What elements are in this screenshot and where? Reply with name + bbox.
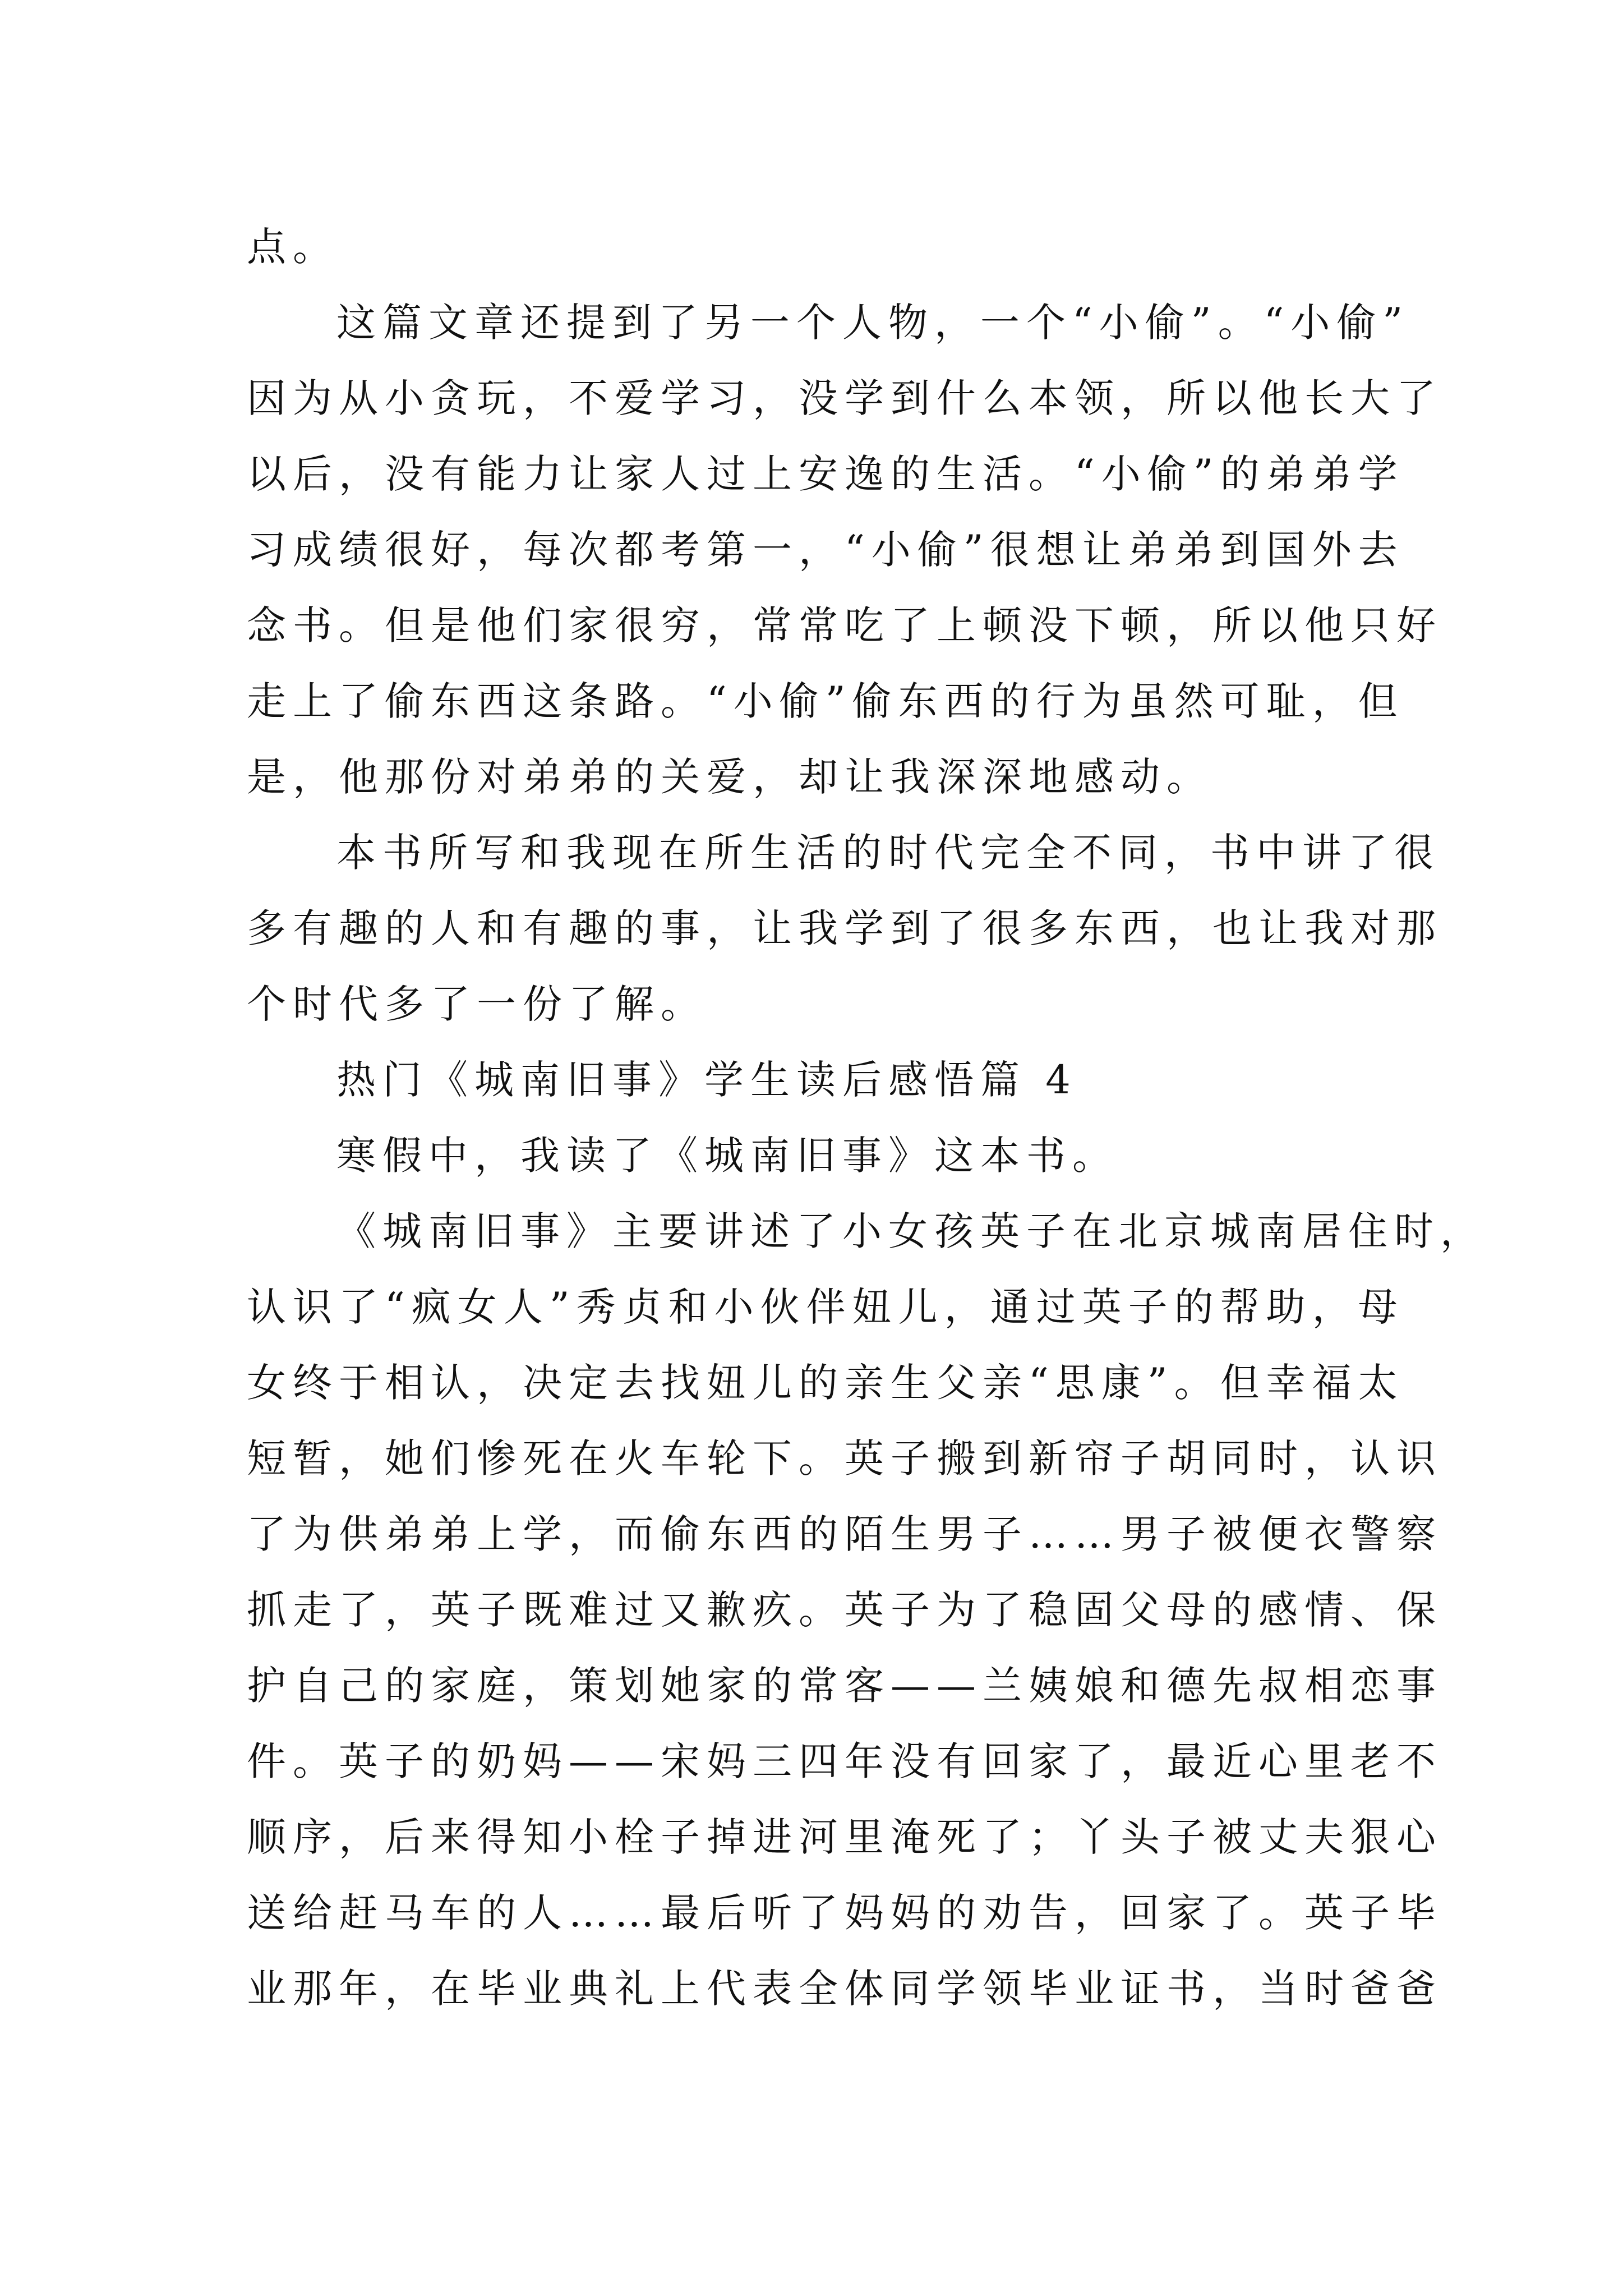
text-line: 女终于相认，决定去找妞儿的亲生父亲“思康”。但幸福太 [247,1360,1404,1406]
text-line: 念书。但是他们家很穷，常常吃了上顿没下顿，所以他只好 [247,602,1442,648]
text-line: 抓走了，英子既难过又歉疚。英子为了稳固父母的感情、保 [247,1587,1442,1633]
text-line: 因为从小贪玩，不爱学习，没学到什么本领，所以他长大了 [247,375,1442,421]
text-line: 了为供弟弟上学，而偷东西的陌生男子……男子被便衣警察 [247,1511,1442,1557]
text-line: 送给赶马车的人……最后听了妈妈的劝告，回家了。英子毕 [247,1890,1442,1936]
text-line: 多有趣的人和有趣的事，让我学到了很多东西，也让我对那 [247,905,1442,951]
text-line: 件。英子的奶妈——宋妈三四年没有回家了，最近心里老不 [247,1738,1442,1784]
text-line: 个时代多了一份了解。 [247,981,707,1027]
section-heading: 热门《城南旧事》学生读后感悟篇 4 [336,1057,1077,1103]
text-line: 本书所写和我现在所生活的时代完全不同，书中讲了很 [336,830,1440,876]
text-line: 短暂，她们惨死在火车轮下。英子搬到新帘子胡同时，认识 [247,1435,1442,1481]
text-line: 护自己的家庭，策划她家的常客——兰姨娘和德先叔相恋事 [247,1663,1442,1709]
text-line: 认识了“疯女人”秀贞和小伙伴妞儿，通过英子的帮助，母 [247,1284,1404,1330]
text-line: 寒假中，我读了《城南旧事》这本书。 [336,1133,1118,1179]
text-line: 以后，没有能力让家人过上安逸的生活。“小偷”的弟弟学 [247,451,1404,497]
text-line: 习成绩很好，每次都考第一，“小偷”很想让弟弟到国外去 [247,527,1404,573]
text-line: 业那年，在毕业典礼上代表全体同学领毕业证书，当时爸爸 [247,1966,1442,2012]
text-line: 点。 [247,224,339,270]
text-line: 这篇文章还提到了另一个人物，一个“小偷”。“小偷” [336,300,1410,346]
text-line: 《城南旧事》主要讲述了小女孩英子在北京城南居住时， [336,1208,1486,1254]
text-line: 顺序，后来得知小栓子掉进河里淹死了；丫头子被丈夫狠心 [247,1814,1442,1860]
text-line: 走上了偷东西这条路。“小偷”偷东西的行为虽然可耻，但 [247,678,1404,724]
text-line: 是，他那份对弟弟的关爱，却让我深深地感动。 [247,754,1212,800]
